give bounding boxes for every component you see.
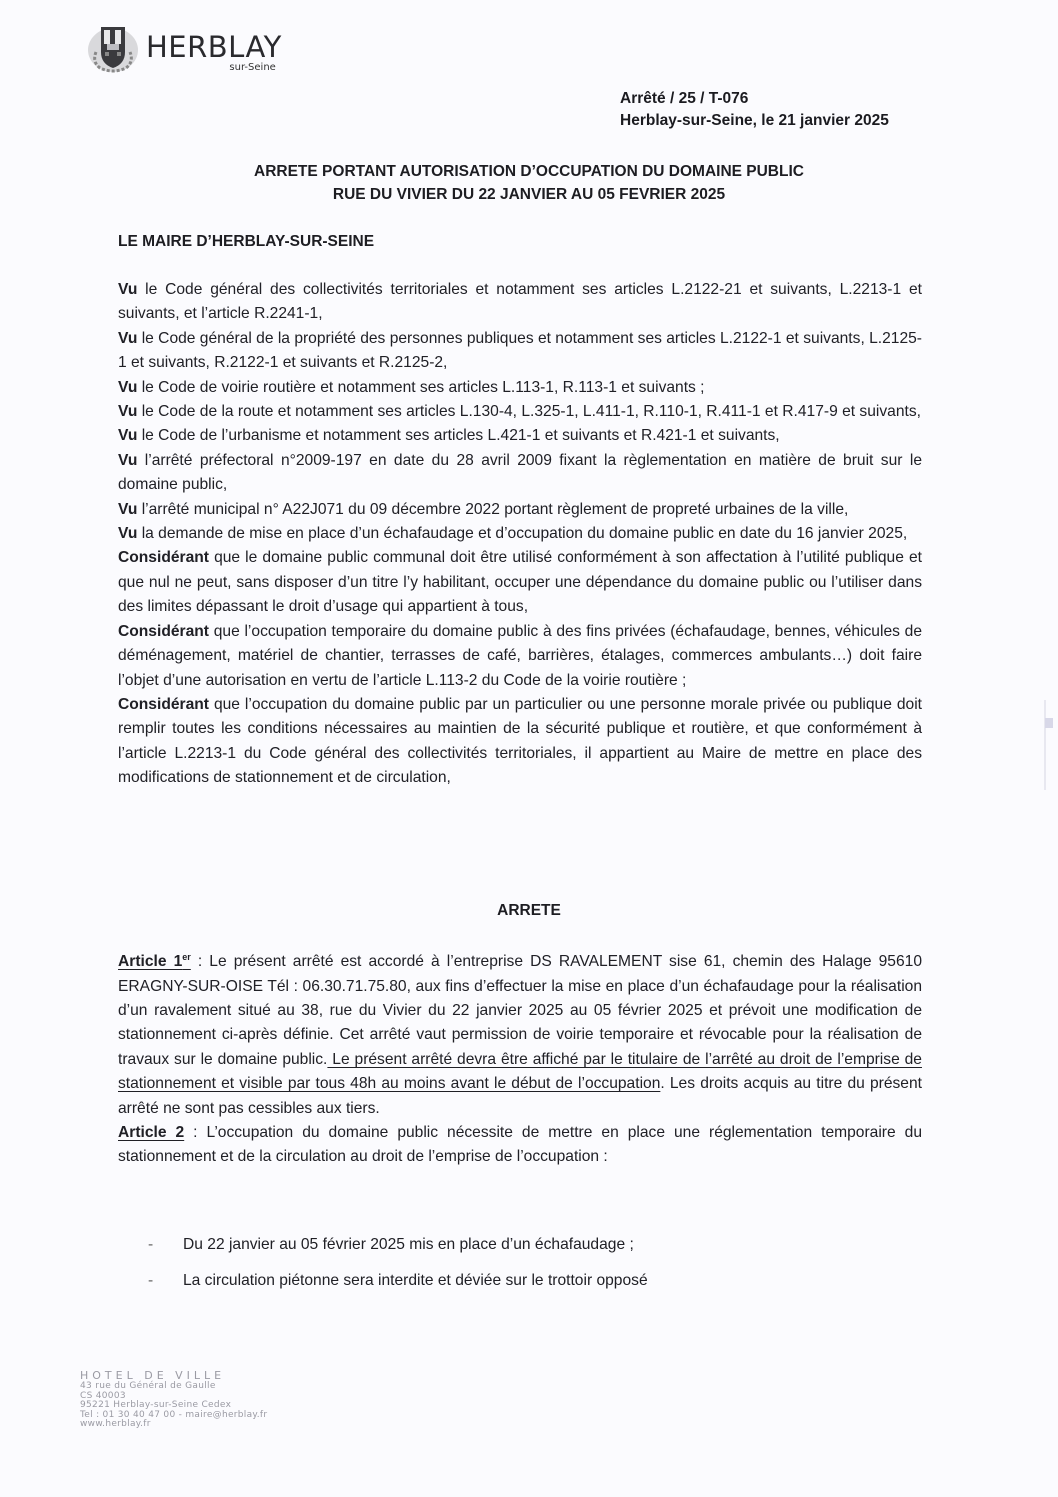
bullet-dash-icon: - <box>148 1236 154 1253</box>
recital-paragraph <box>118 620 922 693</box>
article-1 <box>118 945 922 1121</box>
recital-paragraph <box>118 693 922 791</box>
decree-number: Arrêté / 25 / T-076 <box>620 90 749 107</box>
recital-text: la demande de mise en place d’un échafaudage et d’occupation du domaine public en date du 16 janvier 2025, <box>137 525 908 543</box>
recital-text: le Code de voirie routière et notamment ses articles L.113-1, R.113-1 et suivants ; <box>137 378 705 396</box>
title-line-1: ARRETE PORTANT AUTORISATION D’OCCUPATION DU DOMAINE PUBLIC <box>254 163 804 180</box>
bullet-dash-icon: - <box>148 1272 154 1289</box>
articles <box>118 945 922 1170</box>
footer-address <box>80 1370 267 1430</box>
recital-lead: Vu <box>118 281 138 298</box>
recital-paragraph <box>118 278 922 327</box>
recital-paragraph <box>118 546 922 619</box>
recital-paragraph <box>118 498 922 522</box>
recital-text: le Code de la route et notamment ses articles L.130-4, L.325-1, L.411-1, R.110-1, R.411-1 et R.417-9 et suivants, <box>137 403 921 421</box>
footer-line: 95221 Herblay-sur-Seine Cedex <box>80 1400 232 1410</box>
municipal-logo <box>86 22 282 74</box>
footer-heading: HOTEL DE VILLE <box>80 1369 226 1382</box>
coat-of-arms-icon <box>86 22 140 74</box>
recital-paragraph <box>118 327 922 376</box>
recital-text: le Code général des collectivités territoriales et notamment ses articles L.2122-21 et suivants, L.2213-1 et suivants, et l’article R.2241-1, <box>118 281 922 323</box>
recital-paragraph <box>118 376 922 400</box>
recital-text: que l’occupation du domaine public par un particulier ou une personne morale privée ou publique doit remplir toutes les conditions nécessaires au maintien de la sécurité publique et routière, et que conformément à l’article L.2213-1 du Code général des collectivités territoriales, il appartient au Maire de mettre en place des modifications de stationnement et de circulation, <box>118 695 922 787</box>
recital-paragraph <box>118 400 922 424</box>
article-2-measures <box>148 1236 648 1308</box>
footer-line: CS 40003 <box>80 1390 126 1401</box>
article-1-label: Article 1er <box>118 952 191 971</box>
logo-subtitle: sur-Seine <box>229 62 276 73</box>
article-1-posting-requirement: Le présent arrêté devra être affiché par le titulaire de l’arrêté au droit de l’emprise de stationnement et visible par tous 48h au moins avant le début de l’occupation <box>118 1050 922 1093</box>
recital-lead: Considérant <box>118 549 209 567</box>
footer-line: Tel : 01 30 40 47 00 - maire@herblay.fr <box>80 1409 268 1420</box>
authority-heading: LE MAIRE D’HERBLAY-SUR-SEINE <box>118 233 375 250</box>
recital-paragraph <box>118 449 922 498</box>
recital-lead: Vu <box>118 451 138 469</box>
recital-text: que le domaine public communal doit être utilisé conformément à son affectation à l’utilité publique et que nul ne peut, sans disposer d’un titre l’y habilitant, occuper une dépendance du domaine public ou l’utiliser dans des limites dépassant le droit d’usage qui appartient à tous, <box>118 549 922 616</box>
recital-lead: Vu <box>118 500 138 518</box>
logo-name: HERBLAY <box>146 30 282 64</box>
recital-paragraph <box>118 424 922 448</box>
recital-lead: Vu <box>118 427 138 445</box>
footer-website: www.herblay.fr <box>80 1419 151 1429</box>
recital-lead: Considérant <box>118 695 209 713</box>
article-1-text-end: . Les droits acquis au titre du présent arrêté ne sont pas cessibles aux tiers. <box>118 1075 922 1117</box>
recital-paragraph <box>118 522 922 546</box>
recital-lead: Vu <box>118 329 138 347</box>
reference-block <box>620 88 889 132</box>
scan-edge-mark <box>1044 700 1046 790</box>
footer-line: 43 rue du Général de Gaulle <box>80 1381 216 1391</box>
scan-edge-mark <box>1045 718 1053 728</box>
recital-lead: Considérant <box>118 622 209 640</box>
recital-lead: Vu <box>118 378 138 396</box>
title-line-2: RUE DU VIVIER DU 22 JANVIER AU 05 FEVRIER 2025 <box>332 186 726 203</box>
recital-text: que l’occupation temporaire du domaine public à des fins privées (échafaudage, bennes, véhicules de déménagement, matériel de chantier, terrasses de café, barrières, étalages, commerces ambulants…) doit faire l’objet d’une autorisation en vertu de l’article L.113-2 du Code de la voirie routière ; <box>118 622 922 689</box>
article-1-text: : Le présent arrêté est accordé à l’entreprise DS RAVALEMENT sise 61, chemin des Halage 95610 ERAGNY-SUR-OISE Tél : 06.30.71.75.80, aux fins d’effectuer la mise en place d’un échafaudage pour la réalisation d’un ravalement situé au 38, rue du Vivier du 22 janvier 2025 au 05 février 2025 et prévoit une modification de stationnement ci-après définie. Cet arrêté vaut permission de voirie temporaire et révocable pour la réalisation de travaux sur le domaine public. <box>118 953 922 1068</box>
recital-text: le Code général de la propriété des personnes publiques et notamment ses articles L.2122-1 et suivants, L.2125-1 et suivants, R.2122-1 et suivants et R.2125-2, <box>118 329 922 372</box>
recital-text: l’arrêté municipal n° A22J071 du 09 décembre 2022 portant règlement de propreté urbaines de la ville, <box>137 500 849 518</box>
article-2-label: Article 2 <box>118 1124 185 1142</box>
document-title <box>0 160 1058 206</box>
list-item: - Du 22 janvier au 05 février 2025 mis en place d’un échafaudage ; <box>148 1236 634 1253</box>
recital-lead: Vu <box>118 525 138 543</box>
list-item: - La circulation piétonne sera interdite et déviée sur le trottoir opposé <box>148 1272 648 1289</box>
recital-lead: Vu <box>118 403 138 421</box>
article-2-text: : L’occupation du domaine public nécessite de mettre en place une réglementation temporaire du stationnement et de la circulation au droit de l’emprise de l’occupation : <box>118 1124 923 1166</box>
decision-heading: ARRETE <box>497 902 561 919</box>
recital-text: l’arrêté préfectoral n°2009-197 en date du 28 avril 2009 fixant la règlementation en matière de bruit sur le domaine public, <box>118 451 922 494</box>
place-date: Herblay-sur-Seine, le 21 janvier 2025 <box>620 112 889 129</box>
article-2 <box>118 1121 922 1170</box>
recitals <box>118 278 922 791</box>
recital-text: le Code de l’urbanisme et notamment ses articles L.421-1 et suivants et R.421-1 et suivants, <box>137 427 780 445</box>
